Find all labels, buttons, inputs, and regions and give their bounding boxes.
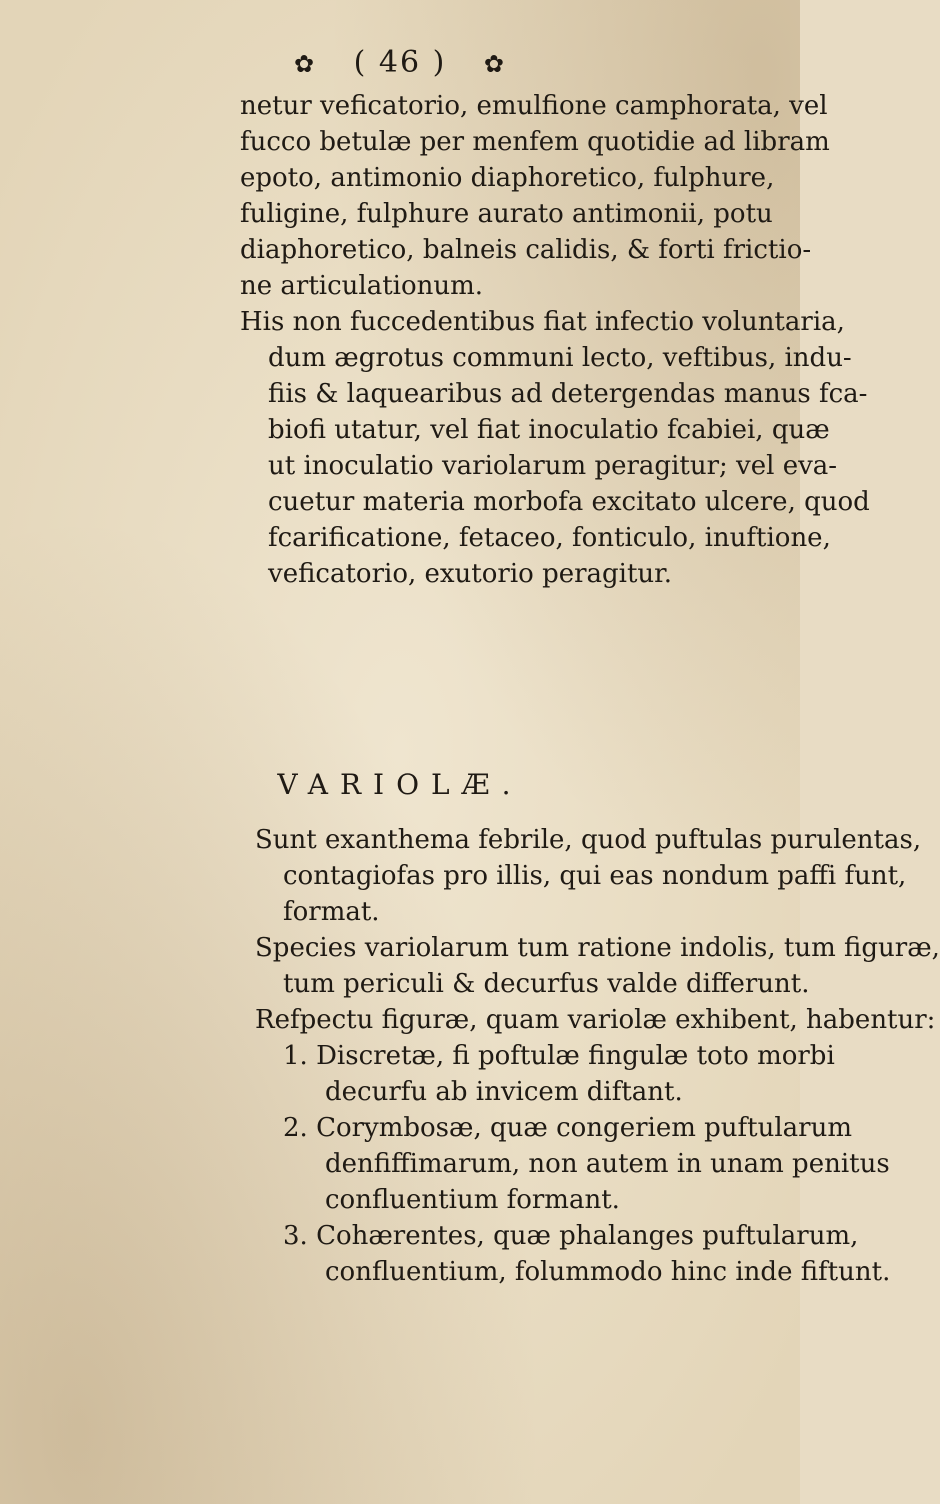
text-line: veficatorio, exutorio peragitur. [268,559,673,589]
list-item: 1. Discretæ, fi poftulæ fingulæ toto morbi [283,1041,835,1071]
text-line: diaphoretico, balneis calidis, & forti frictio- [240,235,812,265]
text-line: denfiffimarum, non autem in unam penitus [325,1149,890,1179]
text-line: biofi utatur, vel fiat inoculatio fcabiei, quæ [268,415,830,445]
list-item: 2. Corymbosæ, quæ congeriem puftularum [283,1113,852,1143]
text-line: fcarificatione, fetaceo, fonticulo, inuftione, [268,523,831,553]
text-line: epoto, antimonio diaphoretico, fulphure, [240,163,775,193]
text-line: fuligine, fulphure aurato antimonii, potu [240,199,773,229]
text-line: fucco betulæ per menfem quotidie ad libram [240,127,830,157]
text-line: dum ægrotus communi lecto, veftibus, indu- [268,343,852,373]
text-line: netur veficatorio, emulfione camphorata, vel [240,91,828,121]
text-line: fiis & laquearibus ad detergendas manus fca- [268,379,868,409]
paragraph-treatment [240,88,870,592]
page-number: ( 46 ) [353,45,447,80]
ornament-right-icon: ✿ [483,50,506,78]
text-line: tum periculi & decurfus valde differunt. [283,969,810,999]
text-line: Refpectu figuræ, quam variolæ exhibent, habentur: [255,1005,936,1035]
text-line: confluentium, folummodo hinc inde fiftunt. [325,1257,891,1287]
text-line: cuetur materia morbofa excitato ulcere, quod [268,487,870,517]
text-line: contagiofas pro illis, qui eas nondum paffi funt, [283,861,907,891]
text-line: decurfu ab invicem diftant. [325,1077,683,1107]
text-line: format. [283,897,380,927]
ornament-left-icon: ✿ [294,50,317,78]
text-line: Sunt exanthema febrile, quod puftulas purulentas, [255,825,922,855]
text-line: His non fuccedentibus fiat infectio voluntaria, [240,307,845,337]
text-line: confluentium formant. [325,1185,620,1215]
section-heading: VARIOLÆ. [277,768,523,801]
page-header [0,45,800,80]
text-line: Species variolarum tum ratione indolis, tum figuræ, [255,933,940,963]
paragraph-variolae [255,822,940,1290]
list-item: 3. Cohærentes, quæ phalanges puftularum, [283,1221,859,1251]
text-line: ut inoculatio variolarum peragitur; vel eva- [268,451,838,481]
text-line: ne articulationum. [240,271,484,301]
